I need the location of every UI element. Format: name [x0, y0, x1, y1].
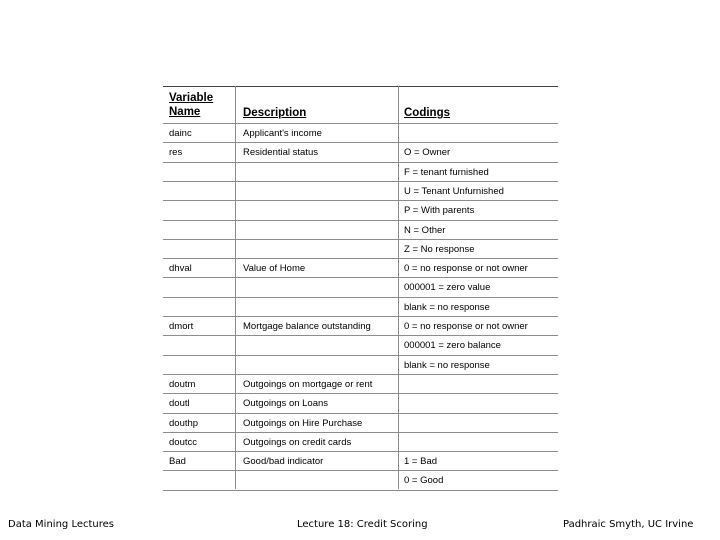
coding-cell: P = With parents	[404, 205, 475, 217]
description-cell: Outgoings on credit cards	[243, 436, 352, 448]
coding-cell: 0 = no response or not owner	[404, 321, 528, 332]
footer-left: Data Mining Lectures	[8, 519, 115, 530]
footer-center: Lecture 18: Credit Scoring	[297, 519, 428, 530]
table-rule	[163, 490, 558, 491]
table-rule	[163, 335, 558, 336]
variable-table	[163, 86, 558, 489]
variable-name-cell: doutm	[169, 378, 196, 390]
variable-name-cell: res	[169, 147, 183, 159]
description-cell: Outgoings on Hire Purchase	[243, 417, 363, 429]
description-cell: Applicant's income	[243, 128, 322, 139]
description-cell: Value of Home	[243, 263, 306, 275]
coding-cell: 000001 = zero balance	[404, 340, 501, 352]
variable-name-cell: dhval	[169, 263, 192, 275]
table-rule	[163, 86, 558, 87]
coding-cell: 0 = Good	[404, 475, 444, 487]
coding-cell: blank = no response	[404, 359, 490, 371]
variable-name-cell: dainc	[169, 128, 192, 139]
footer-right: Padhraic Smyth, UC Irvine	[563, 519, 694, 530]
table-rule	[163, 413, 558, 414]
header-variable-name: Variable Name	[169, 92, 214, 118]
coding-cell: U = Tenant Unfurnished	[404, 185, 504, 197]
description-cell: Outgoings on Loans	[243, 398, 329, 410]
description-cell: Good/bad indicator	[243, 456, 324, 468]
table-rule	[163, 355, 558, 356]
description-cell: Mortgage balance outstanding	[243, 321, 371, 332]
table-rule	[163, 432, 558, 433]
coding-cell: Z = No response	[404, 243, 475, 255]
table-rule	[163, 374, 558, 375]
column-divider	[235, 86, 236, 489]
variable-name-cell: Bad	[169, 456, 186, 468]
table-rule	[163, 393, 558, 394]
table-rule	[163, 258, 558, 259]
table-rule	[163, 142, 558, 143]
variable-name-cell: doutl	[169, 398, 190, 410]
table-rule	[163, 451, 558, 452]
table-rule	[163, 277, 558, 278]
table-rule	[163, 123, 558, 124]
coding-cell: 1 = Bad	[404, 456, 438, 468]
table-rule	[163, 181, 558, 182]
description-cell: Outgoings on mortgage or rent	[243, 378, 373, 390]
table-rule	[163, 162, 558, 163]
table-rule	[163, 220, 558, 221]
column-divider	[398, 86, 399, 489]
table-rule	[163, 239, 558, 240]
coding-cell: N = Other	[404, 224, 446, 236]
variable-name-cell: douthp	[169, 417, 199, 429]
header-codings: Codings	[404, 107, 450, 119]
coding-cell: blank = no response	[404, 301, 490, 313]
table-rule	[163, 297, 558, 298]
coding-cell: 0 = no response or not owner	[404, 263, 528, 275]
coding-cell: F = tenant furnished	[404, 166, 489, 178]
coding-cell: O = Owner	[404, 147, 451, 159]
description-cell: Residential status	[243, 147, 318, 159]
table-rule	[163, 200, 558, 201]
variable-name-cell: dmort	[169, 321, 194, 332]
coding-cell: 000001 = zero value	[404, 282, 491, 294]
table-rule	[163, 316, 558, 317]
header-description: Description	[243, 107, 307, 119]
variable-name-cell: doutcc	[169, 436, 197, 448]
table-rule	[163, 470, 558, 471]
